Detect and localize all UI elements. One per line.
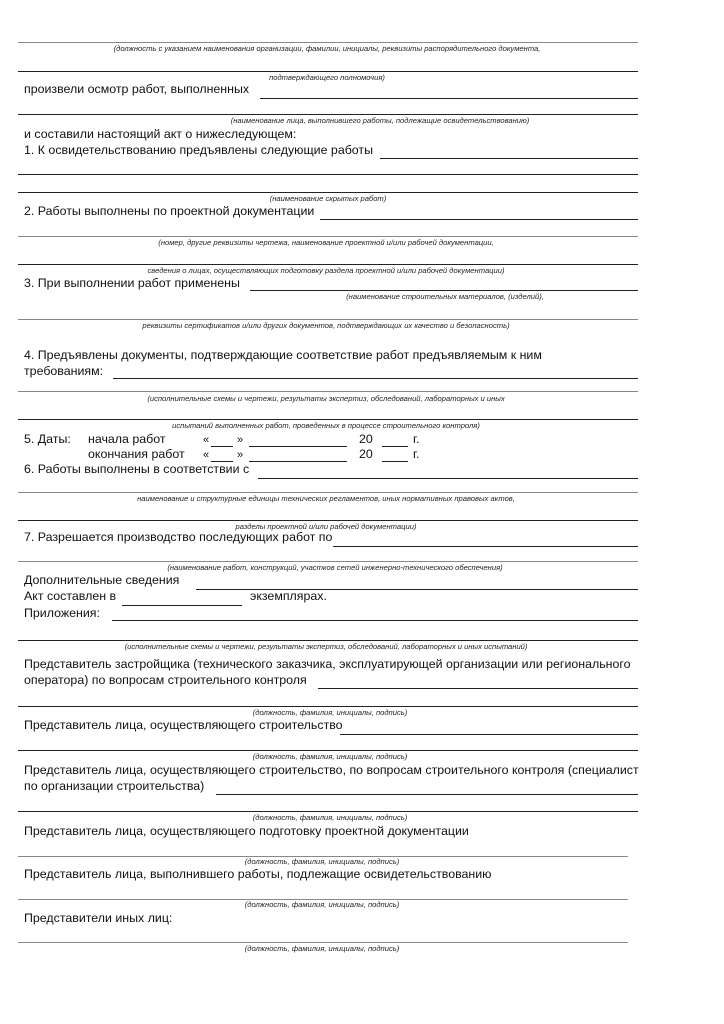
rep-developer-field[interactable] xyxy=(318,688,638,689)
regulations-field[interactable] xyxy=(258,478,638,479)
next-works-field[interactable] xyxy=(333,546,638,547)
start-month-field[interactable] xyxy=(249,446,347,447)
caption-drawing: (номер, другие реквизиты чертежа, наименование проектной и/или рабочей документации, xyxy=(158,238,494,247)
end-year-suffix: г. xyxy=(413,447,420,461)
start-year-prefix: 20 xyxy=(359,432,373,446)
regulations-field-2[interactable] xyxy=(18,520,638,521)
end-quote-close: » xyxy=(237,449,244,461)
item-6-label: 6. Работы выполнены в соответствии с xyxy=(24,462,250,476)
caption-sig-5: (должность, фамилия, инициалы, подпись) xyxy=(244,900,400,909)
contractor-field[interactable] xyxy=(260,98,638,99)
caption-attachments: (исполнительные схемы и чертежи, результаты экспертиз, обследований, лабораторных и иных испытаний) xyxy=(124,642,528,651)
caption-sig-6: (должность, фамилия, инициалы, подпись) xyxy=(244,944,400,953)
caption-sig-1: (должность, фамилия, инициалы, подпись) xyxy=(252,708,408,717)
rep-developer-field-2[interactable] xyxy=(18,706,638,707)
start-quote-open: « xyxy=(203,434,210,446)
inspected-label: произвели осмотр работ, выполненных xyxy=(24,82,250,96)
caption-materials: (наименование строительных материалов, (изделий), xyxy=(346,292,544,301)
rep-builder-label: Представитель лица, осуществляющего строительство xyxy=(24,718,343,732)
rep-builder-field[interactable] xyxy=(340,734,638,735)
item-3-label: 3. При выполнении работ применены xyxy=(24,276,240,290)
rule xyxy=(18,319,638,320)
rule xyxy=(18,561,638,562)
works-field[interactable] xyxy=(380,158,638,159)
start-year-suffix: г. xyxy=(413,432,420,446)
documents-field-2[interactable] xyxy=(18,419,638,420)
rep-developer-label-2: оператора) по вопросам строительного контроля xyxy=(24,673,307,687)
rep-builder-control-field-2[interactable] xyxy=(18,811,638,812)
item-2-label: 2. Работы выполнены по проектной документации xyxy=(24,204,315,218)
caption-tests: испытаний выполненных работ, проведенных в процессе строительного контроля) xyxy=(172,421,480,430)
start-year-field[interactable] xyxy=(382,446,408,447)
end-year-field[interactable] xyxy=(382,461,408,462)
item-7-label: 7. Разрешается производство последующих работ по xyxy=(24,530,333,544)
start-date-label: начала работ xyxy=(88,432,166,446)
attachments-field[interactable] xyxy=(112,620,638,621)
caption-regulations: наименование и структурные единицы технических регламентов, иных нормативных правовых актов, xyxy=(137,494,515,503)
caption-designers: сведения о лицах, осуществляющих подготовку раздела проектной и/или рабочей документации) xyxy=(147,266,505,275)
copies-suffix: экземплярах. xyxy=(250,589,327,603)
rep-designer-label: Представитель лица, осуществляющего подготовку проектной документации xyxy=(24,824,469,838)
caption-authority-2: подтверждающего полномочия) xyxy=(269,73,385,82)
documents-field[interactable] xyxy=(113,378,638,379)
rep-others-field[interactable] xyxy=(18,942,628,943)
caption-contractor: (наименование лица, выполнившего работы, подлежащие освидетельствованию) xyxy=(230,116,530,125)
rule xyxy=(18,42,638,43)
copies-label: Акт составлен в xyxy=(24,589,117,603)
rep-builder-control-label-1: Представитель лица, осуществляющего строительство, по вопросам строительного контроля (специалист xyxy=(24,763,639,777)
start-quote-close: » xyxy=(237,434,244,446)
caption-sig-4: (должность, фамилия, инициалы, подпись) xyxy=(244,857,400,866)
rep-contractor-label: Представитель лица, выполнившего работы, подлежащие освидетельствованию xyxy=(24,867,492,881)
attachments-label: Приложения: xyxy=(24,606,100,620)
attachments-field-2[interactable] xyxy=(18,640,638,641)
caption-certificates: реквизиты сертификатов и/или других документов, подтверждающих их качество и безопасность) xyxy=(142,321,510,330)
extra-info-label: Дополнительные сведения xyxy=(24,573,180,587)
rep-builder-field-2[interactable] xyxy=(18,750,638,751)
works-field-2[interactable] xyxy=(18,174,638,175)
works-field-3[interactable] xyxy=(18,192,638,193)
authority-field[interactable] xyxy=(18,71,638,72)
start-day-field[interactable] xyxy=(211,446,233,447)
caption-authority-1: (должность с указанием наименования организации, фамилии, инициалы, реквизиты распорядительного документа, xyxy=(113,44,541,53)
rule xyxy=(18,391,638,392)
copies-count-field[interactable] xyxy=(122,605,242,606)
rule xyxy=(18,492,638,493)
end-month-field[interactable] xyxy=(249,461,347,462)
caption-sections: разделы проектной и/или рабочей документации) xyxy=(235,522,417,531)
rep-builder-control-field[interactable] xyxy=(216,794,638,795)
caption-next-works: (наименование работ, конструкций, участков сетей инженерно-технического обеспечения) xyxy=(167,563,503,572)
project-doc-field-2[interactable] xyxy=(18,264,638,265)
caption-sig-3: (должность, фамилия, инициалы, подпись) xyxy=(252,813,408,822)
item-1-label: 1. К освидетельствованию предъявлены следующие работы xyxy=(24,143,374,157)
caption-sig-2: (должность, фамилия, инициалы, подпись) xyxy=(252,752,408,761)
contractor-field-2[interactable] xyxy=(18,114,638,115)
caption-schemes: (исполнительные схемы и чертежи, результаты экспертиз, обследований, лабораторных и иных xyxy=(147,394,505,403)
end-year-prefix: 20 xyxy=(359,447,373,461)
project-doc-field[interactable] xyxy=(320,219,638,220)
item-4-label-2: требованиям: xyxy=(24,364,104,378)
materials-field[interactable] xyxy=(250,290,638,291)
rep-others-label: Представители иных лиц: xyxy=(24,911,173,925)
rep-builder-control-label-2: по организации строительства) xyxy=(24,779,205,793)
rep-developer-label-1: Представитель застройщика (технического заказчика, эксплуатирующей организации или регионального xyxy=(24,657,631,671)
caption-hidden-works: (наименование скрытых работ) xyxy=(269,194,387,203)
end-date-label: окончания работ xyxy=(88,447,185,461)
item-4-label-1: 4. Предъявлены документы, подтверждающие соответствие работ предъявляемым к ним xyxy=(24,348,542,362)
item-5-label: 5. Даты: xyxy=(24,432,71,446)
end-quote-open: « xyxy=(203,449,210,461)
compiled-label: и составили настоящий акт о нижеследующем: xyxy=(24,127,297,141)
rule xyxy=(18,236,638,237)
